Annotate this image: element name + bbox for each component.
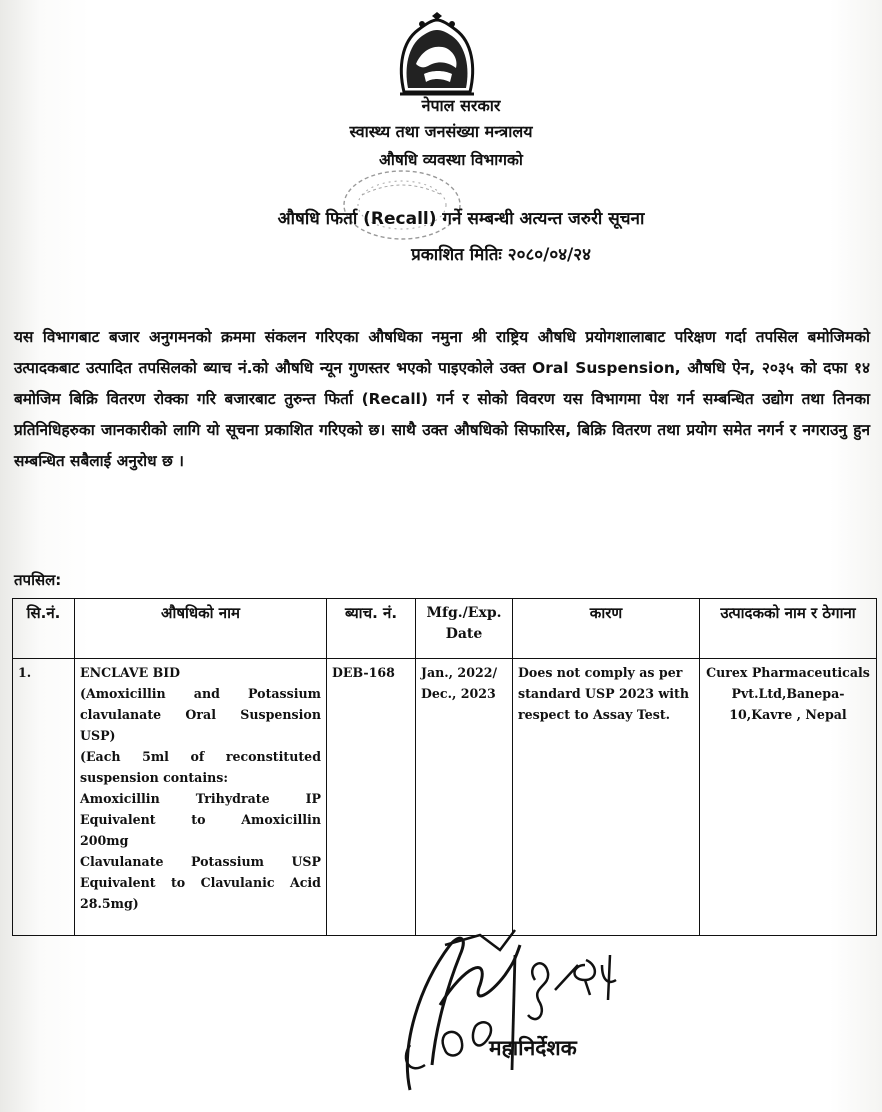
cell-reason: Does not comply as per standard USP 2023 with respect to Assay Test. xyxy=(513,659,700,936)
cell-manufacturer: Curex Pharmaceuticals Pvt.Ltd,Banepa-10,Kavre , Nepal xyxy=(700,659,877,936)
drug-line: Amoxicillin Trihydrate IP xyxy=(80,791,321,806)
ministry-heading: स्वास्थ्य तथा जनसंख्या मन्त्रालय xyxy=(349,122,533,141)
header-date: Mfg./Exp. Date xyxy=(416,599,513,659)
cell-sn: 1. xyxy=(13,659,75,936)
published-date: प्रकाशित मितिः २०८०/०४/२४ xyxy=(411,245,591,265)
notice-title: औषधि फिर्ता (Recall) गर्ने सम्बन्धी अत्यन्त जरुरी सूचना xyxy=(277,209,645,229)
cell-date xyxy=(416,659,513,936)
table-header-row xyxy=(13,599,877,659)
drug-line: suspension contains: xyxy=(80,770,229,785)
drug-line: Equivalent to Amoxicillin xyxy=(80,812,321,827)
drug-line: Clavulanate Potassium USP xyxy=(80,854,321,869)
signature-icon xyxy=(340,925,640,1095)
notice-paragraph: यस विभागबाट बजार अनुगमनको क्रममा संकलन गरिएका औषधिका नमुना श्री राष्ट्रिय औषधि प्रयोगशालाबाट परिक्षण गर्दा तपसिल बमोजिमको उत्पादकबाट उत्पादित तपसिलको ब्याच नं.को औषधि न्यून गुणस्तर भएको पाइएकोले उक्त Oral Suspension, औषधि ऐन, २०३५ को दफा १४ बमोजिम बिक्रि वितरण रोक्का गरि बजारबाट तुरुन्त फिर्ता (Recall) गर्न र सोको विवरण यस विभागमा पेश गर्न सम्बन्धित उद्योग तथा तिनका प्रतिनिधिहरुका जानकारीको लागि यो सूचना प्रकाशित गरिएको छ। साथै उक्त औषधिको सिफारिस, बिक्रि वितरण तथा प्रयोग समेत नगर्न र नगराउनु हुन सम्बन्धित सबैलाई अनुरोध छ । xyxy=(14,328,870,470)
drug-line: 28.5mg) xyxy=(80,896,139,911)
table-label: तपसिल: xyxy=(14,571,62,589)
header-batch: ब्याच. नं. xyxy=(327,599,416,659)
office-seal-icon xyxy=(332,165,462,245)
cell-drug-name xyxy=(75,659,327,936)
drug-line: (Amoxicillin and Potassium xyxy=(80,686,321,701)
drug-line: 200mg xyxy=(80,833,129,848)
header-sn: सि.नं. xyxy=(13,599,75,659)
drug-line: USP) xyxy=(80,728,116,743)
exp-date: Dec., 2023 xyxy=(421,686,496,701)
director-general-title: महानिर्देशक xyxy=(489,1036,577,1060)
header-manufacturer: उत्पादकको नाम र ठेगाना xyxy=(700,599,877,659)
department-heading: औषधि व्यवस्था विभागको xyxy=(379,151,523,169)
cell-batch: DEB-168 xyxy=(327,659,416,936)
drug-line: clavulanate Oral Suspension xyxy=(80,707,321,722)
drug-line: (Each 5ml of reconstituted xyxy=(80,749,321,764)
table-row xyxy=(13,659,877,936)
header-reason: कारण xyxy=(513,599,700,659)
mfg-date: Jan., 2022/ xyxy=(421,665,498,680)
drug-line: ENCLAVE BID xyxy=(80,665,181,680)
nepal-emblem-icon xyxy=(394,12,480,98)
drug-line: Equivalent to Clavulanic Acid xyxy=(80,875,321,890)
government-heading: नेपाल सरकार xyxy=(421,96,501,115)
header-name: औषधिको नाम xyxy=(75,599,327,659)
recall-table xyxy=(12,598,877,936)
